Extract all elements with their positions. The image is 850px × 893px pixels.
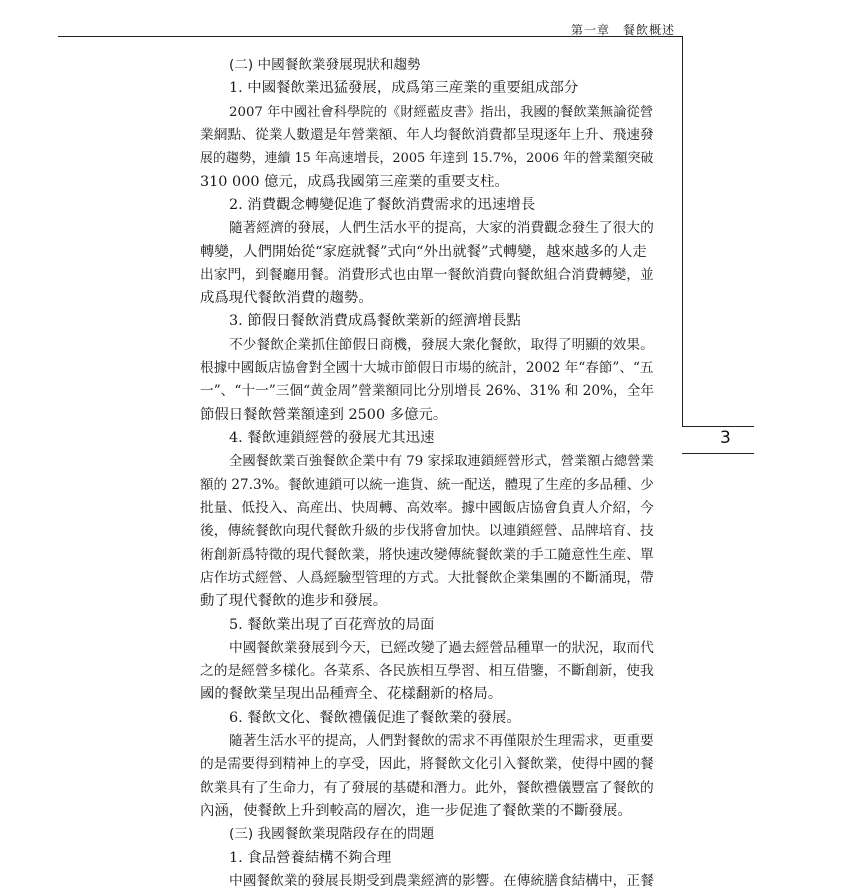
subheading: 6. 餐飲文化、餐飲禮儀促進了餐飲業的發展。 (229, 709, 521, 726)
margin-rule (682, 36, 683, 427)
paragraph-line: 根據中國飯店協會對全國十大城市節假日市場的統計，2002 年“春節”、“五 (200, 360, 654, 377)
section-heading: (二) 中國餐飲業發展現狀和趨勢 (229, 57, 421, 73)
paragraph-line: 內涵，使餐飲上升到較高的層次，進一步促進了餐飲業的不斷發展。 (200, 803, 632, 819)
paragraph-line: 隨著經濟的發展，人們生活水平的提高，大家的消費觀念發生了很大的 (229, 220, 654, 237)
paragraph-line: 飲業具有了生命力，有了發展的基礎和潛力。此外，餐飲禮儀豐富了餐飲的 (200, 779, 654, 796)
subheading: 2. 消費觀念轉變促進了餐飲消費需求的迅速增長 (229, 196, 536, 213)
paragraph-line: 轉變，人們開始從“家庭就餐”式向“外出就餐”式轉變，越來越多的人走 (200, 243, 647, 260)
paragraph-line: 批量、低投入、高産出、快周轉、高效率。據中國飯店協會負責人介紹，今 (200, 499, 654, 516)
paragraph-line: 業網點、從業人數還是年營業額、年人均餐飲消費都呈現逐年上升、飛速發 (200, 126, 654, 143)
subheading: 1. 食品營養結構不夠合理 (229, 849, 392, 866)
paragraph-line: 一”、“十一”三個“黄金周”營業額同比分別增長 26%、31% 和 20%，全年 (200, 383, 655, 400)
paragraph-line: 術創新爲特徵的現代餐飲業，將快速改變傳統餐飲業的手工隨意性生産、單 (200, 546, 654, 563)
paragraph-line: 後，傳統餐飲向現代餐飲升級的步伐將會加快。以連鎖經營、品牌培育、技 (200, 523, 654, 540)
paragraph-line: 全國餐飲業百強餐飲企業中有 79 家採取連鎖經營形式，營業額占總營業 (229, 454, 654, 470)
paragraph-line: 310 000 億元，成爲我國第三産業的重要支柱。 (200, 173, 509, 190)
paragraph-line: 成爲現代餐飲消費的趨勢。 (200, 290, 373, 307)
paragraph-line: 不少餐飲企業抓住節假日商機，發展大衆化餐飲，取得了明顯的效果。 (229, 336, 654, 353)
paragraph-line: 中國餐飲業的發展長期受到農業經濟的影響。在傳統膳食結構中，正餐 (229, 872, 654, 889)
running-header: 第一章 餐飲概述 (570, 23, 675, 37)
paragraph-line: 國的餐飲業呈現出品種齊全、花樣翻新的格局。 (200, 686, 503, 703)
paragraph-line: 的是需要得到精神上的享受，因此，將餐飲文化引入餐飲業，使得中國的餐 (200, 756, 654, 773)
paragraph-line: 之的是經營多樣化。各菜系、各民族相互學習、相互借鑒，不斷創新，使我 (200, 663, 654, 680)
paragraph-line: 額的 27.3%。餐飲連鎖可以統一進貨、統一配送，體現了生産的多品種、少 (200, 476, 654, 493)
paragraph-line: 隨著生活水平的提高，人們對餐飲的需求不再僅限於生理需求，更重要 (229, 733, 654, 750)
paragraph-line: 店作坊式經營、人爲經驗型管理的方式。大批餐飲企業集團的不斷涌現，帶 (200, 569, 654, 586)
page-body (200, 54, 656, 893)
paragraph-line: 2007 年中國社會科學院的《財經藍皮書》指出，我國的餐飲業無論從營 (229, 104, 654, 120)
section-heading: (三) 我國餐飲業現階段存在的問題 (229, 826, 435, 843)
subheading: 3. 節假日餐飲消費成爲餐飲業新的經濟增長點 (229, 313, 521, 330)
paragraph-line: 展的趨勢，連續 15 年高速增長，2005 年達到 15.7%，2006 年的營業額突破 (200, 151, 654, 167)
paragraph-line: 節假日餐飲營業額達到 2500 多億元。 (200, 406, 448, 423)
paragraph-line: 中國餐飲業發展到今天，已經改變了過去經營品種單一的狀況，取而代 (229, 639, 654, 656)
subheading: 4. 餐飲連鎖經營的發展尤其迅速 (229, 430, 435, 446)
paragraph-line: 出家門，到餐廳用餐。消費形式也由單一餐飲消費向餐飲組合消費轉變，並 (200, 266, 654, 283)
header-rule (58, 36, 682, 37)
subheading: 5. 餐飲業出現了百花齊放的局面 (229, 616, 435, 633)
page-number: 3 (720, 428, 731, 448)
subheading: 1. 中國餐飲業迅猛發展，成爲第三産業的重要組成部分 (229, 80, 579, 97)
paragraph-line: 動了現代餐飲的進步和發展。 (200, 593, 388, 610)
page-number-tab (682, 426, 754, 454)
